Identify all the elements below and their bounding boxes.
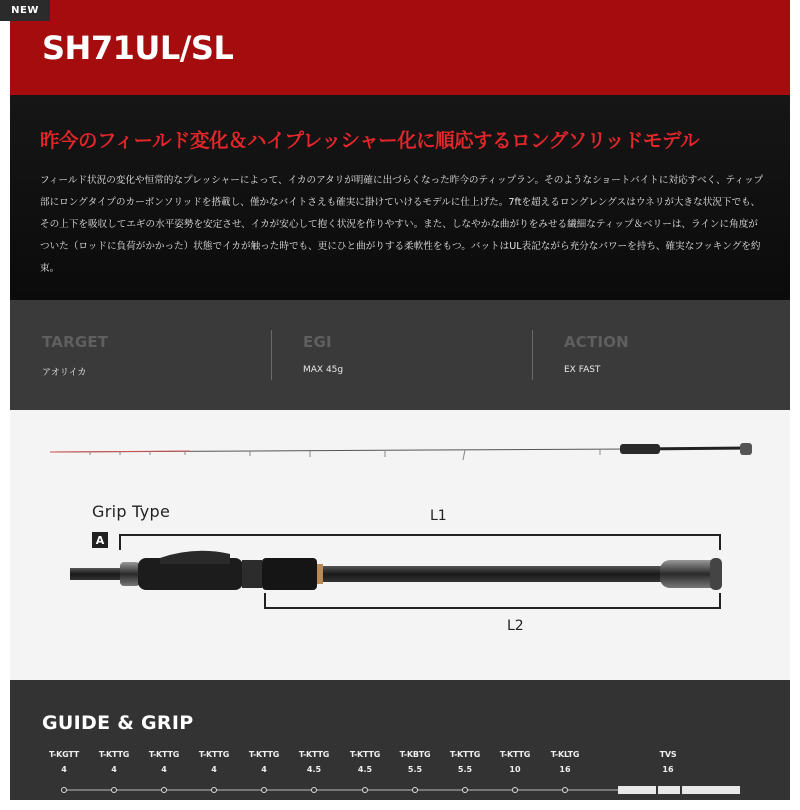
guide-name: T-KTTG — [499, 750, 531, 759]
spec-egi — [303, 333, 533, 375]
guide-name: T-KTTG — [248, 750, 280, 759]
guide-item — [490, 750, 540, 774]
guide-name: T-KTTG — [349, 750, 381, 759]
guide-name: T-KGTT — [48, 750, 80, 759]
guide-item — [643, 750, 693, 774]
description: フィールド状況の変化や恒常的なプレッシャーによって、イカのアタリが明確に出づらくなった昨今のティップラン。そのようなショートバイトに対応すべく、ティップ部にロングタイプのカーボンソリッドを搭載し、僅かなバイトさえも確実に掛けていけるモデルに仕上げた。7ftを超えるロングレングスはウネリが大きな状況下でも、その上下を吸収してエギの水平姿勢を安定させ、イカが安心して抱く状況を作りやすい。また、しなやかな曲がりをみせる繊細なティップ＆ベリーは、ラインに角度がついた（ロッドに負荷がかかった）状態でイカが触った時でも、更にひと曲がりする柔軟性をもつ。バットはUL表記ながら充分なパワーを持ち、確実なフッキングを約束。 — [40, 175, 764, 274]
spec-divider — [271, 330, 272, 380]
guide-size: 4.5 — [306, 765, 322, 774]
guide-size: 4 — [61, 765, 67, 774]
guide-name: T-KTTG — [198, 750, 230, 759]
guide-size: 5.5 — [407, 765, 423, 774]
guide-name: T-KLTG — [550, 750, 580, 759]
headline: 昨今のフィールド変化＆ハイプレッシャー化に順応するロングソリッドモデル — [40, 129, 699, 152]
guide-size: 16 — [559, 765, 571, 774]
guide-size: 16 — [662, 765, 674, 774]
guide-item — [540, 750, 590, 774]
guide-size: 10 — [509, 765, 521, 774]
guide-name: T-KTTG — [98, 750, 130, 759]
new-badge: NEW — [0, 0, 50, 21]
guide-item — [239, 750, 289, 774]
guide-item — [440, 750, 490, 774]
guide-item — [340, 750, 390, 774]
rod-illustration — [10, 410, 790, 680]
guide-size: 5.5 — [457, 765, 473, 774]
page-title: SH71UL/SL — [42, 29, 234, 67]
guide-grip-section — [10, 680, 790, 800]
guide-rod-diagram — [10, 780, 790, 810]
spec-value: MAX 45g — [303, 365, 344, 375]
spec-action — [564, 333, 794, 375]
guide-item — [89, 750, 139, 774]
l1-label: L1 — [430, 508, 447, 524]
guide-title: GUIDE & GRIP — [42, 712, 194, 734]
spec-label: TARGET — [42, 333, 109, 351]
guide-item — [289, 750, 339, 774]
product-page — [10, 0, 790, 800]
guide-name: T-KBTG — [399, 750, 431, 759]
guide-item — [39, 750, 89, 774]
spec-divider — [532, 330, 533, 380]
spec-target — [42, 333, 272, 378]
spec-label: ACTION — [564, 333, 629, 351]
guide-name: TVS — [659, 750, 677, 759]
grip-closeup-image — [10, 410, 790, 680]
spec-label: EGI — [303, 333, 332, 351]
spec-value: アオリイカ — [42, 368, 87, 378]
guide-size: 4 — [161, 765, 167, 774]
guide-item — [189, 750, 239, 774]
guide-size: 4 — [211, 765, 217, 774]
guide-size: 4 — [261, 765, 267, 774]
l2-label: L2 — [507, 618, 524, 634]
header-banner — [10, 0, 790, 95]
intro-section — [10, 95, 790, 300]
guide-item — [139, 750, 189, 774]
guide-size: 4 — [111, 765, 117, 774]
spec-value: EX FAST — [564, 365, 601, 375]
guide-name: T-KTTG — [148, 750, 180, 759]
guide-name: T-KTTG — [298, 750, 330, 759]
guide-size: 4.5 — [357, 765, 373, 774]
grip-code-badge: A — [92, 532, 108, 548]
spec-bar — [10, 300, 790, 410]
guide-item — [390, 750, 440, 774]
guide-name: T-KTTG — [449, 750, 481, 759]
grip-type-label: Grip Type — [92, 502, 171, 521]
